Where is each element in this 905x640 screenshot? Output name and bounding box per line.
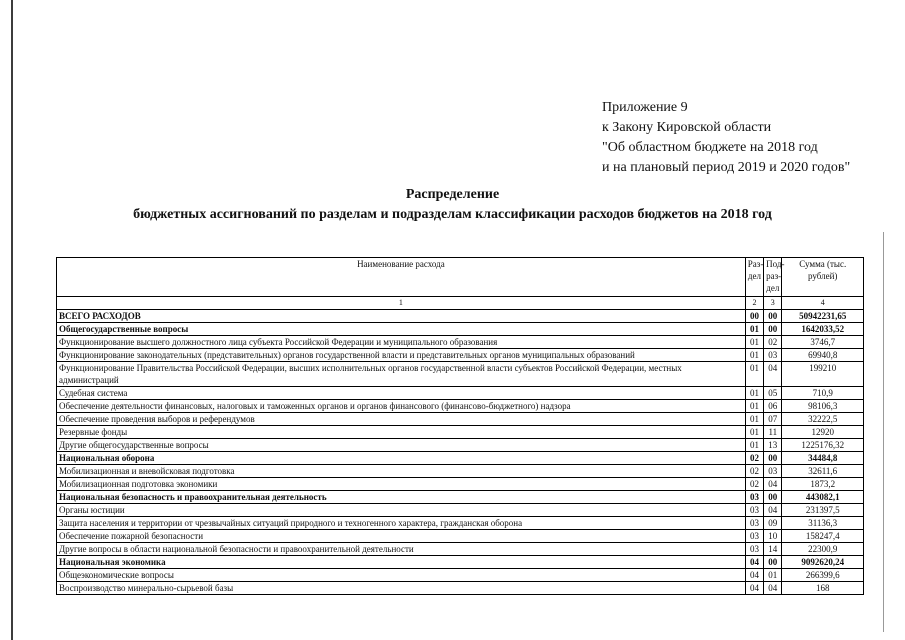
row-name: Органы юстиции	[57, 504, 746, 517]
row-podrazdel: 13	[764, 439, 782, 452]
column-number-3: 3	[764, 297, 782, 310]
scan-border-left	[11, 0, 13, 640]
row-razdel: 01	[745, 323, 763, 336]
row-razdel: 03	[745, 517, 763, 530]
scan-border-right	[883, 232, 884, 632]
row-razdel: 02	[745, 478, 763, 491]
row-sum: 32222,5	[782, 413, 864, 426]
table-row	[57, 582, 864, 595]
row-razdel: 02	[745, 465, 763, 478]
column-header-podrazdel: Под-раз-дел	[764, 258, 782, 297]
column-header-name: Наименование расхода	[57, 258, 746, 297]
table-row	[57, 323, 864, 336]
row-razdel: 03	[745, 504, 763, 517]
row-name: Обеспечение деятельности финансовых, налоговых и таможенных органов и органов финансового (финансово-бюджетного) надзора	[57, 400, 746, 413]
table-row	[57, 478, 864, 491]
row-podrazdel: 03	[764, 465, 782, 478]
row-name: Национальная оборона	[57, 452, 746, 465]
row-razdel: 01	[745, 362, 763, 387]
row-razdel: 02	[745, 452, 763, 465]
table-row	[57, 400, 864, 413]
row-sum: 231397,5	[782, 504, 864, 517]
row-podrazdel: 00	[764, 323, 782, 336]
appendix-header	[602, 98, 850, 178]
table-row	[57, 543, 864, 556]
row-sum: 266399,6	[782, 569, 864, 582]
row-name: Воспроизводство минерально-сырьевой базы	[57, 582, 746, 595]
row-podrazdel: 07	[764, 413, 782, 426]
row-name: Мобилизационная и вневойсковая подготовка	[57, 465, 746, 478]
table-row	[57, 426, 864, 439]
row-name: Общеэкономические вопросы	[57, 569, 746, 582]
row-sum: 22300,9	[782, 543, 864, 556]
column-header-summa: Сумма (тыс. рублей)	[782, 258, 864, 297]
row-razdel: 01	[745, 400, 763, 413]
row-name: Другие вопросы в области национальной безопасности и правоохранительной деятельности	[57, 543, 746, 556]
row-podrazdel: 11	[764, 426, 782, 439]
table-row	[57, 504, 864, 517]
table-row	[57, 336, 864, 349]
row-razdel: 04	[745, 582, 763, 595]
row-name: Общегосударственные вопросы	[57, 323, 746, 336]
row-sum: 9092620,24	[782, 556, 864, 569]
table-row	[57, 517, 864, 530]
row-name: Функционирование высшего должностного лица субъекта Российской Федерации и муниципального образования	[57, 336, 746, 349]
row-sum: 3746,7	[782, 336, 864, 349]
document-title: Распределение	[405, 187, 500, 202]
row-sum: 31136,3	[782, 517, 864, 530]
row-sum: 168	[782, 582, 864, 595]
row-razdel: 01	[745, 426, 763, 439]
row-name: Национальная безопасность и правоохранительная деятельность	[57, 491, 746, 504]
row-sum: 50942231,65	[782, 310, 864, 323]
row-sum: 443082,1	[782, 491, 864, 504]
row-name: Резервные фонды	[57, 426, 746, 439]
row-sum: 1225176,32	[782, 439, 864, 452]
row-razdel: 03	[745, 491, 763, 504]
row-name: Судебная система	[57, 387, 746, 400]
table-body	[57, 310, 864, 595]
row-razdel: 00	[745, 310, 763, 323]
table-row	[57, 465, 864, 478]
row-podrazdel: 04	[764, 478, 782, 491]
row-podrazdel: 00	[764, 556, 782, 569]
row-name: Обеспечение пожарной безопасности	[57, 530, 746, 543]
row-razdel: 03	[745, 543, 763, 556]
table-row	[57, 452, 864, 465]
row-name: Другие общегосударственные вопросы	[57, 439, 746, 452]
appendix-law-title-1: "Об областном бюджете на 2018 год	[602, 140, 818, 155]
column-header-razdel: Раз-дел	[745, 258, 763, 297]
row-name: Национальная экономика	[57, 556, 746, 569]
row-name: ВСЕГО РАСХОДОВ	[57, 310, 746, 323]
row-podrazdel: 00	[764, 310, 782, 323]
row-sum: 199210	[782, 362, 864, 387]
row-razdel: 04	[745, 556, 763, 569]
row-podrazdel: 09	[764, 517, 782, 530]
column-number-2: 2	[745, 297, 763, 310]
row-podrazdel: 04	[764, 362, 782, 387]
appendix-number: Приложение 9	[602, 100, 688, 115]
row-razdel: 01	[745, 439, 763, 452]
table-row	[57, 362, 864, 387]
table-row	[57, 413, 864, 426]
row-podrazdel: 04	[764, 582, 782, 595]
table-row	[57, 349, 864, 362]
document-subtitle: бюджетных ассигнований по разделам и подразделам классификации расходов бюджетов на 2018 год	[133, 207, 772, 222]
row-podrazdel: 10	[764, 530, 782, 543]
row-name: Функционирование Правительства Российской Федерации, высших исполнительных органов государственной власти субъектов Российской Федерации, местных администраций	[57, 362, 746, 387]
row-name: Функционирование законодательных (представительных) органов государственной власти и представительных органов муниципальных образований	[57, 349, 746, 362]
table-row	[57, 439, 864, 452]
row-razdel: 01	[745, 336, 763, 349]
row-sum: 34484,8	[782, 452, 864, 465]
row-podrazdel: 00	[764, 452, 782, 465]
row-sum: 98106,3	[782, 400, 864, 413]
row-podrazdel: 03	[764, 349, 782, 362]
table-row	[57, 310, 864, 323]
row-name: Мобилизационная подготовка экономики	[57, 478, 746, 491]
row-razdel: 03	[745, 530, 763, 543]
table-row	[57, 556, 864, 569]
row-podrazdel: 14	[764, 543, 782, 556]
table-row	[57, 569, 864, 582]
row-podrazdel: 02	[764, 336, 782, 349]
budget-table	[56, 257, 864, 595]
column-number-4: 4	[782, 297, 864, 310]
table-row	[57, 387, 864, 400]
row-razdel: 04	[745, 569, 763, 582]
row-name: Обеспечение проведения выборов и референдумов	[57, 413, 746, 426]
row-podrazdel: 01	[764, 569, 782, 582]
row-razdel: 01	[745, 413, 763, 426]
row-sum: 710,9	[782, 387, 864, 400]
table-row	[57, 491, 864, 504]
row-sum: 69940,8	[782, 349, 864, 362]
row-podrazdel: 04	[764, 504, 782, 517]
row-sum: 1642033,52	[782, 323, 864, 336]
row-razdel: 01	[745, 349, 763, 362]
row-sum: 12920	[782, 426, 864, 439]
row-name: Защита населения и территории от чрезвычайных ситуаций природного и техногенного характера, гражданская оборона	[57, 517, 746, 530]
row-podrazdel: 05	[764, 387, 782, 400]
table-row	[57, 530, 864, 543]
appendix-law-title-2: и на плановый период 2019 и 2020 годов"	[602, 160, 851, 175]
row-sum: 158247,4	[782, 530, 864, 543]
row-razdel: 01	[745, 387, 763, 400]
row-sum: 32611,6	[782, 465, 864, 478]
column-number-1: 1	[57, 297, 746, 310]
row-podrazdel: 06	[764, 400, 782, 413]
row-sum: 1873,2	[782, 478, 864, 491]
row-podrazdel: 00	[764, 491, 782, 504]
appendix-law: к Закону Кировской области	[602, 120, 772, 135]
